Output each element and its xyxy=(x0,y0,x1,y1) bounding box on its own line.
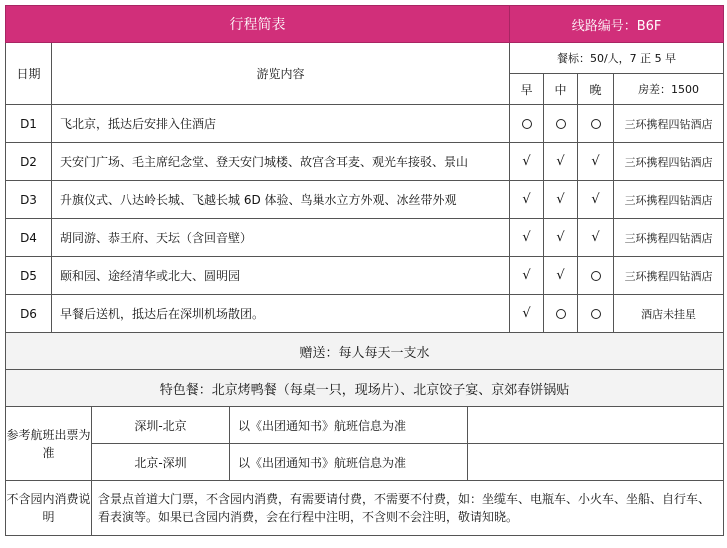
day-content: 颐和园、途经清华或北大、圆明园 xyxy=(52,257,510,295)
meal-standard: 餐标：50/人，7 正 5 早 xyxy=(510,43,724,74)
breakfast-mark xyxy=(510,219,544,257)
day-label: D6 xyxy=(6,295,52,333)
dinner-mark xyxy=(578,143,614,181)
date-column-header: 日期 xyxy=(6,43,52,105)
flight-info: 以《出团通知书》航班信息为准 xyxy=(230,407,468,444)
route-code: 线路编号：B6F xyxy=(510,6,724,43)
day-label: D3 xyxy=(6,181,52,219)
gift-text: 赠送：每人每天一支水 xyxy=(6,333,724,370)
itinerary-title: 行程简表 xyxy=(6,6,510,43)
breakfast-mark xyxy=(510,257,544,295)
lunch-mark xyxy=(544,143,578,181)
subheader-row-1 xyxy=(6,43,724,74)
hotel-label: 三环携程四钻酒店 xyxy=(614,143,724,181)
check-icon: √ xyxy=(522,154,531,169)
breakfast-mark xyxy=(510,143,544,181)
flight-extra-cell xyxy=(468,444,724,481)
flight-label: 参考航班出票为准 xyxy=(6,407,92,481)
breakfast-mark xyxy=(510,181,544,219)
specialty-text: 特色餐：北京烤鸭餐（每桌一只，现场片）、北京饺子宴、京郊春饼锅贴 xyxy=(6,370,724,407)
check-icon: √ xyxy=(522,268,531,283)
flight-row-2 xyxy=(6,444,724,481)
dinner-mark xyxy=(578,105,614,143)
dinner-mark xyxy=(578,181,614,219)
day-content: 天安门广场、毛主席纪念堂、登天安门城楼、故宫含耳麦、观光车接驳、景山 xyxy=(52,143,510,181)
check-icon: √ xyxy=(556,192,565,207)
breakfast-header: 早 xyxy=(510,74,544,105)
check-icon: √ xyxy=(591,154,600,169)
check-icon: √ xyxy=(556,268,565,283)
check-icon: √ xyxy=(556,230,565,245)
circle-icon xyxy=(556,309,566,319)
dinner-mark xyxy=(578,219,614,257)
dinner-mark xyxy=(578,257,614,295)
lunch-mark xyxy=(544,105,578,143)
lunch-mark xyxy=(544,219,578,257)
check-icon: √ xyxy=(591,192,600,207)
check-icon: √ xyxy=(522,230,531,245)
hotel-label: 三环携程四钻酒店 xyxy=(614,257,724,295)
hotel-label: 三环携程四钻酒店 xyxy=(614,181,724,219)
gift-row xyxy=(6,333,724,370)
breakfast-mark xyxy=(510,295,544,333)
dinner-header: 晚 xyxy=(578,74,614,105)
specialty-row xyxy=(6,370,724,407)
check-icon: √ xyxy=(591,230,600,245)
days-body xyxy=(6,105,724,333)
day-label: D4 xyxy=(6,219,52,257)
day-row xyxy=(6,219,724,257)
circle-icon xyxy=(591,119,601,129)
day-row xyxy=(6,105,724,143)
itinerary-table xyxy=(5,5,724,536)
content-column-header: 游览内容 xyxy=(52,43,510,105)
day-label: D1 xyxy=(6,105,52,143)
day-row xyxy=(6,143,724,181)
day-row xyxy=(6,181,724,219)
lunch-mark xyxy=(544,181,578,219)
circle-icon xyxy=(556,119,566,129)
day-content: 胡同游、恭王府、天坛（含回音壁） xyxy=(52,219,510,257)
day-row xyxy=(6,295,724,333)
lunch-mark xyxy=(544,257,578,295)
circle-icon xyxy=(522,119,532,129)
breakfast-mark xyxy=(510,105,544,143)
check-icon: √ xyxy=(556,154,565,169)
header-row xyxy=(6,6,724,43)
circle-icon xyxy=(591,271,601,281)
flight-route: 深圳-北京 xyxy=(92,407,230,444)
day-row xyxy=(6,257,724,295)
room-diff: 房差：1500 xyxy=(614,74,724,105)
flight-route: 北京-深圳 xyxy=(92,444,230,481)
lunch-mark xyxy=(544,295,578,333)
exclusions-text: 含景点首道大门票，不含园内消费，有需要请付费，不需要不付费，如：坐缆车、电瓶车、小火车、坐船、自行车、看表演等。如果已含园内消费，会在行程中注明，不含则不会注明，敬请知晓。 xyxy=(92,481,724,536)
check-icon: √ xyxy=(522,192,531,207)
flight-row-1 xyxy=(6,407,724,444)
exclusions-label: 不含园内消费说明 xyxy=(6,481,92,536)
check-icon: √ xyxy=(522,306,531,321)
day-label: D2 xyxy=(6,143,52,181)
day-content: 升旗仪式、八达岭长城、飞越长城 6D 体验、鸟巢水立方外观、冰丝带外观 xyxy=(52,181,510,219)
flight-info: 以《出团通知书》航班信息为准 xyxy=(230,444,468,481)
flight-extra-cell xyxy=(468,407,724,444)
dinner-mark xyxy=(578,295,614,333)
day-content: 早餐后送机，抵达后在深圳机场散团。 xyxy=(52,295,510,333)
hotel-label: 三环携程四钻酒店 xyxy=(614,219,724,257)
day-content: 飞北京，抵达后安排入住酒店 xyxy=(52,105,510,143)
day-label: D5 xyxy=(6,257,52,295)
lunch-header: 中 xyxy=(544,74,578,105)
hotel-label: 酒店未挂星 xyxy=(614,295,724,333)
hotel-label: 三环携程四钻酒店 xyxy=(614,105,724,143)
circle-icon xyxy=(591,309,601,319)
exclusions-row xyxy=(6,481,724,536)
